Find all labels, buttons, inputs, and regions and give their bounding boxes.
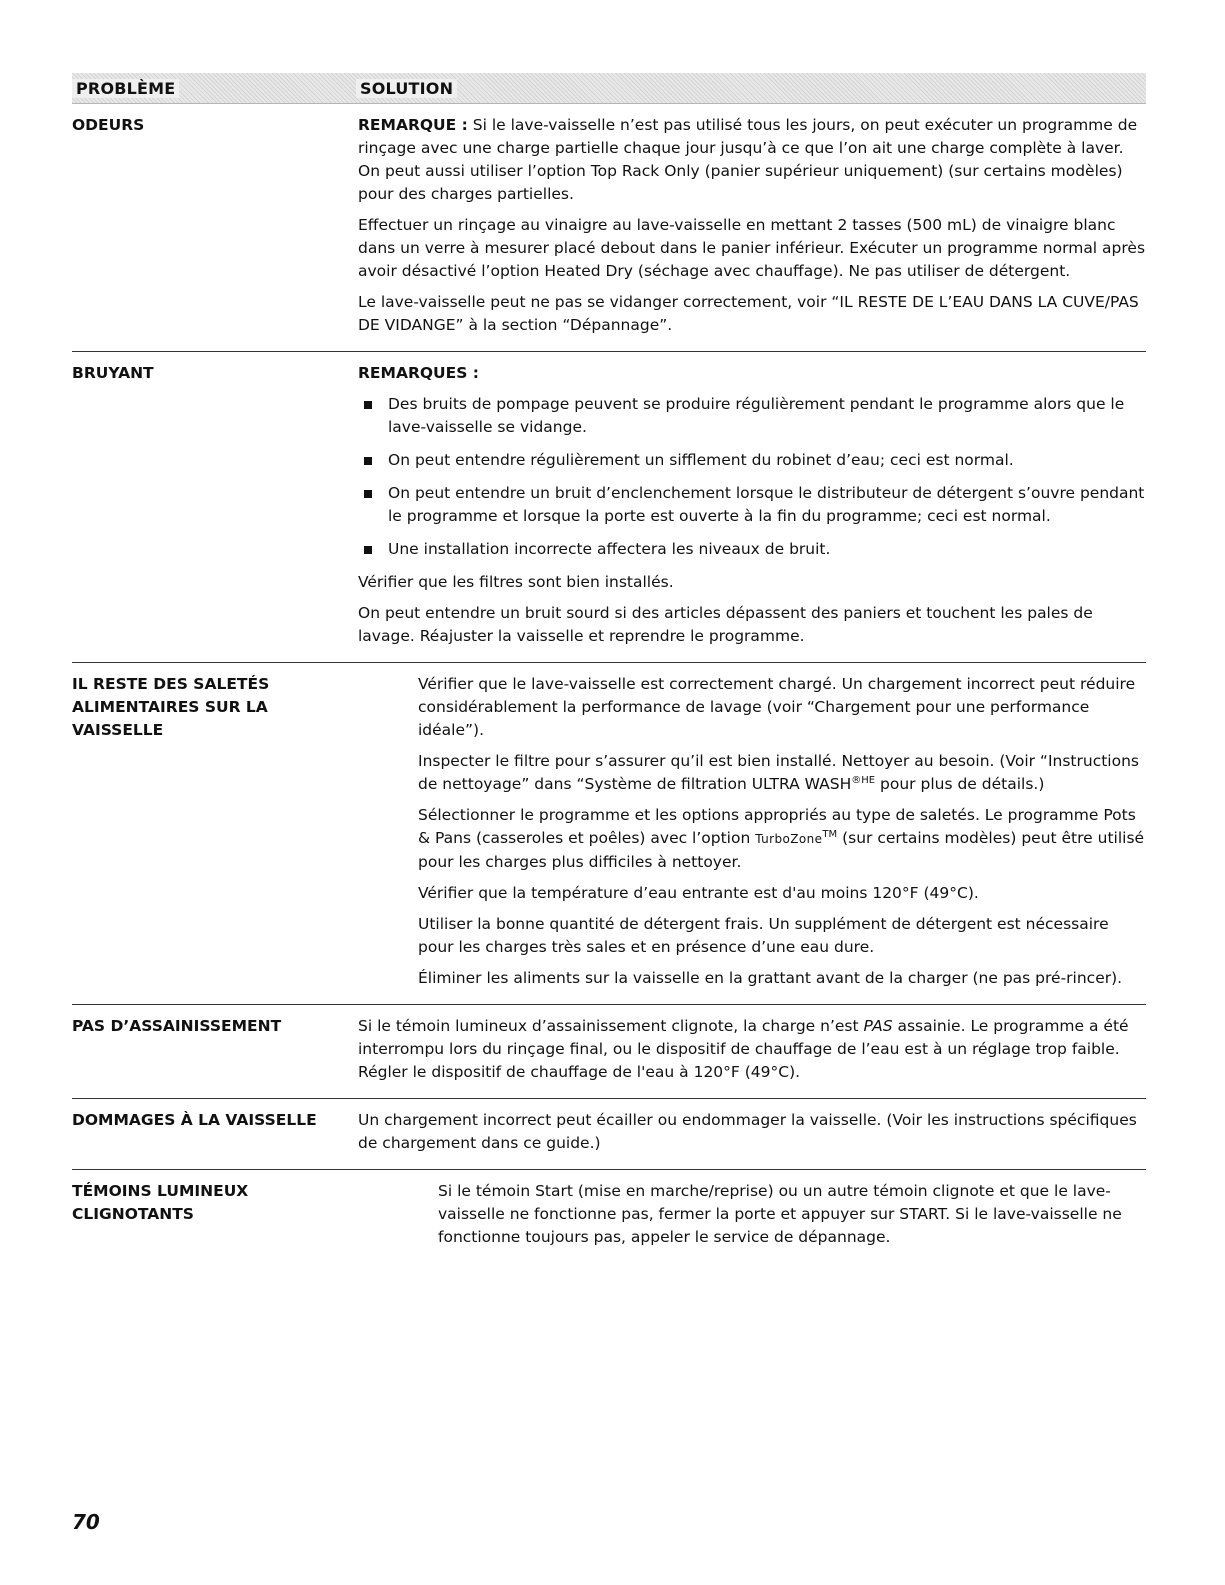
note-text: Si le lave-vaisselle n’est pas utilisé tous les jours, on peut exécuter un programme de rinçage avec une charge partielle chaque jour jusqu’à ce que l’on ait une charge complète à laver. On peut aussi utiliser l’option Top Rack Only (panier supérieur uniquement) (sur certains modèles) pour des charges partielles.: [358, 116, 1138, 203]
solution-paragraph: Vérifier que le lave-vaisselle est correctement chargé. Un chargement incorrect peut réduire considérablement la performance de lavage (voir “Chargement pour une performance idéale”).: [418, 675, 1136, 739]
solution-paragraph: [358, 1015, 1146, 1084]
header-problem: PROBLÈME: [72, 79, 179, 98]
he-trademark: ®HE: [851, 774, 876, 786]
notes-label: REMARQUES :: [358, 364, 479, 382]
solution-paragraph: [418, 804, 1146, 874]
table-row-dommages: [72, 1099, 1146, 1170]
solution-temoins: [434, 1170, 1146, 1263]
solution-paragraph: Vérifier que les filtres sont bien installés.: [358, 573, 674, 591]
problem-dommages: DOMMAGES À LA VAISSELLE: [72, 1111, 317, 1129]
table-row-temoins: [72, 1170, 1146, 1263]
table-row-saletes: [72, 663, 1146, 1005]
page-number: 70: [72, 1510, 100, 1534]
solution-bruyant: [354, 352, 1146, 662]
text-span: pour plus de détails.): [875, 775, 1045, 793]
solution-saletes: [414, 663, 1146, 1004]
solution-paragraph: Un chargement incorrect peut écailler ou endommager la vaisselle. (Voir les instructions spécifiques de chargement dans ce guide.): [358, 1111, 1137, 1152]
problem-temoins: TÉMOINS LUMINEUX CLIGNOTANTS: [72, 1182, 249, 1223]
solution-paragraph: [358, 114, 1146, 206]
troubleshooting-table: [72, 73, 1146, 1263]
solution-paragraph: Le lave-vaisselle peut ne pas se vidanger correctement, voir “IL RESTE DE L’EAU DANS LA CUVE/PAS DE VIDANGE” à la section “Dépannage”.: [358, 293, 1139, 334]
solution-paragraph: Utiliser la bonne quantité de détergent frais. Un supplément de détergent est nécessaire pour les charges très sales et en présence d’une eau dure.: [418, 915, 1109, 956]
solution-paragraph: Si le témoin Start (mise en marche/reprise) ou un autre témoin clignote et que le lave-vaisselle ne fonctionne pas, fermer la porte et appuyer sur START. Si le lave-vaisselle ne fonctionne toujours pas, appeler le service de dépannage.: [438, 1182, 1122, 1246]
problem-bruyant: BRUYANT: [72, 364, 154, 382]
solution-paragraph: [418, 750, 1146, 796]
note-label: REMARQUE :: [358, 116, 468, 134]
solution-assainissement: [354, 1005, 1146, 1098]
header-solution: SOLUTION: [356, 79, 457, 98]
problem-odeurs: ODEURS: [72, 116, 145, 134]
bullet-list: [358, 393, 1146, 561]
solution-paragraph: Éliminer les aliments sur la vaisselle en la grattant avant de la charger (ne pas pré-rincer).: [418, 969, 1123, 987]
list-item: On peut entendre un bruit d’enclenchement lorsque le distributeur de détergent s’ouvre pendant le programme et lorsque la porte est ouverte à la fin du programme; ceci est normal.: [358, 482, 1146, 528]
solution-paragraph: Effectuer un rinçage au vinaigre au lave-vaisselle en mettant 2 tasses (500 mL) de vinaigre blanc dans un verre à mesurer placé debout dans le panier inférieur. Exécuter un programme normal après avoir désactivé l’option Heated Dry (séchage avec chauffage). Ne pas utiliser de détergent.: [358, 216, 1146, 280]
emphasis: PAS: [863, 1017, 893, 1035]
table-row-odeurs: [72, 104, 1146, 352]
list-item: On peut entendre régulièrement un sifflement du robinet d’eau; ceci est normal.: [358, 449, 1146, 472]
text-span: Inspecter le filtre pour s’assurer qu’il est bien installé. Nettoyer au besoin. (Voir “Instructions de nettoyage” dans “Système de filtration ULTRA WASH: [418, 752, 1139, 793]
solution-odeurs: [354, 104, 1146, 351]
list-item: Des bruits de pompage peuvent se produire régulièrement pendant le programme alors que le lave-vaisselle se vidange.: [358, 393, 1146, 439]
solution-paragraph: On peut entendre un bruit sourd si des articles dépassent des paniers et touchent les pales de lavage. Réajuster la vaisselle et reprendre le programme.: [358, 604, 1093, 645]
text-span: (sur certains modèles) peut être utilisé pour les charges plus difficiles à nettoyer.: [418, 829, 1145, 871]
solution-dommages: [354, 1099, 1146, 1169]
solution-paragraph: Vérifier que la température d’eau entrante est d'au moins 120°F (49°C).: [418, 884, 979, 902]
turbozone-name: TurboZone: [755, 832, 823, 846]
table-row-bruyant: [72, 352, 1146, 663]
text-span: Sélectionner le programme et les options appropriés au type de saletés. Le programme Pots & Pans (casseroles et poêles) avec l’option: [418, 806, 1136, 847]
tm-mark: TM: [822, 828, 838, 840]
table-header: [72, 73, 1146, 104]
text-span: Si le témoin lumineux d’assainissement clignote, la charge n’est: [358, 1017, 864, 1035]
table-row-assainissement: [72, 1005, 1146, 1099]
text-span: assainie. Le programme a été interrompu lors du rinçage final, ou le dispositif de chauffage de l’eau est à un réglage trop faible. Régler le dispositif de chauffage de l'eau à 120°F (49°C).: [358, 1017, 1129, 1081]
problem-assainissement: PAS D’ASSAINISSEMENT: [72, 1017, 282, 1035]
list-item: Une installation incorrecte affectera les niveaux de bruit.: [358, 538, 1146, 561]
problem-saletes: IL RESTE DES SALETÉS ALIMENTAIRES SUR LA VAISSELLE: [72, 675, 270, 739]
